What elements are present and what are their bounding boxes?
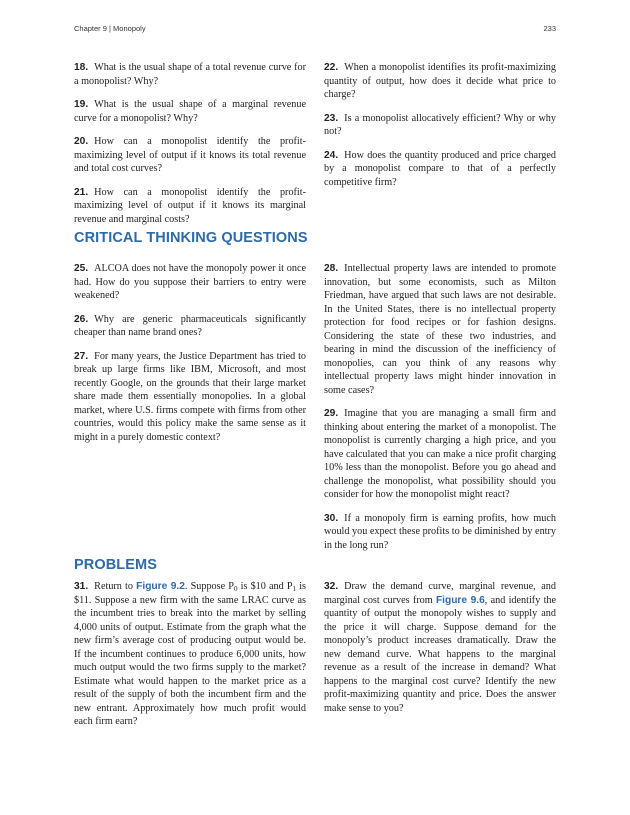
question-22: 22. When a monopolist identifies its profit-maximizing quantity of output, how does it decide what price to charge? bbox=[324, 62, 556, 100]
problems-right-column bbox=[324, 580, 556, 725]
question-29: 29. Imagine that you are managing a small firm and thinking about entering the market of a monopolist. The monopolist is currently charging a high price, and you have calculated that you can make a nice profit charging 10% less than the monopolist. Before you go ahead and challenge the monopolist, what possibility should you consider for how the monopolist might react? bbox=[324, 408, 556, 500]
question-23: 23. Is a monopolist allocatively efficient? Why or why not? bbox=[324, 112, 556, 137]
chapter-title: Chapter 9 | Monopoly bbox=[74, 24, 146, 33]
critical-left-column bbox=[74, 262, 306, 454]
question-25: 25. ALCOA does not have the monopoly power it once had. How do you suppose their barriers to entry were weakened? bbox=[74, 263, 306, 301]
review-left-column bbox=[74, 61, 306, 236]
question-18: 18. What is the usual shape of a total revenue curve for a monopolist? Why? bbox=[74, 62, 306, 87]
question-24: 24. How does the quantity produced and price charged by a monopolist compare to that of a perfectly competitive firm? bbox=[324, 149, 556, 188]
question-26: 26. Why are generic pharmaceuticals significantly cheaper than name brand ones? bbox=[74, 313, 306, 338]
page-header bbox=[74, 24, 556, 36]
problems-left-column bbox=[74, 580, 306, 739]
question-21: 21. How can a monopolist identify the profit-maximizing level of output if it knows its marginal revenue and marginal costs? bbox=[74, 186, 306, 225]
question-30: 30. If a monopoly firm is earning profits, how much would you expect these profits to be diminished by entry in the long run? bbox=[324, 512, 556, 551]
question-19: 19. What is the usual shape of a marginal revenue curve for a monopolist? Why? bbox=[74, 99, 306, 124]
critical-right-column bbox=[324, 262, 556, 562]
problems-heading: PROBLEMS bbox=[74, 557, 157, 573]
figure-9-2-link[interactable]: Figure 9.2 bbox=[136, 581, 185, 592]
question-31: 31. Return to Figure 9.2. Suppose $P_0$ is $10 and $P_1$ is $11. Suppose a new firm with the same LRAC curve as the incumbent tries to break into the market by selling 4,000 units of output. Estimate from the graph what the new firm’s average cost of producing output would be. If the incumbent continues to produce 6,000 units, how much output would the two firms supply to the market? Estimate what would happen to the market price as a result of the supply of both the incumbent firm and the new entrant. Approximately how much profit would each firm earn? bbox=[74, 581, 307, 727]
question-20: 20. How can a monopolist identify the profit-maximizing level of output if it knows its total revenue and total cost curves? bbox=[74, 136, 306, 174]
question-27: 27. For many years, the Justice Department has tried to break up large firms like IBM, Microsoft, and most recently Google, on the grounds that their large market share made them essentially monopolies. In a global market, where U.S. firms compete with firms from other countries, would this policy make the same sense as it might in a purely domestic context? bbox=[74, 350, 306, 443]
critical-thinking-heading: CRITICAL THINKING QUESTIONS bbox=[74, 230, 308, 246]
question-28: 28. Intellectual property laws are intended to promote innovation, but some economists, such as Milton Friedman, have argued that such laws are not desirable. In the United States, there is no intellectual property protection for food recipes or for fashion designs. Considering the state of these two industries, and bearing in mind the discussion of the inefficiency of monopolies, can you think of any reasons why intellectual property laws might hinder innovation in some cases? bbox=[324, 263, 556, 396]
figure-9-6-link[interactable]: Figure 9.6 bbox=[435, 594, 485, 606]
question-32: 32. Draw the demand curve, marginal revenue, and marginal cost curves from Figure 9.6, and identify the quantity of output the monopoly wishes to supply and the price it will charge. Suppose demand for the monopoly’s product increases dramatically. Draw the new demand curve. What happens to the marginal revenue as a result of the increase in demand? What happens to the marginal cost curve? Identify the new profit-maximizing quantity and price. Does the answer make sense to you? bbox=[324, 581, 557, 714]
review-right-column bbox=[324, 61, 556, 199]
page-number: 233 bbox=[543, 24, 556, 33]
